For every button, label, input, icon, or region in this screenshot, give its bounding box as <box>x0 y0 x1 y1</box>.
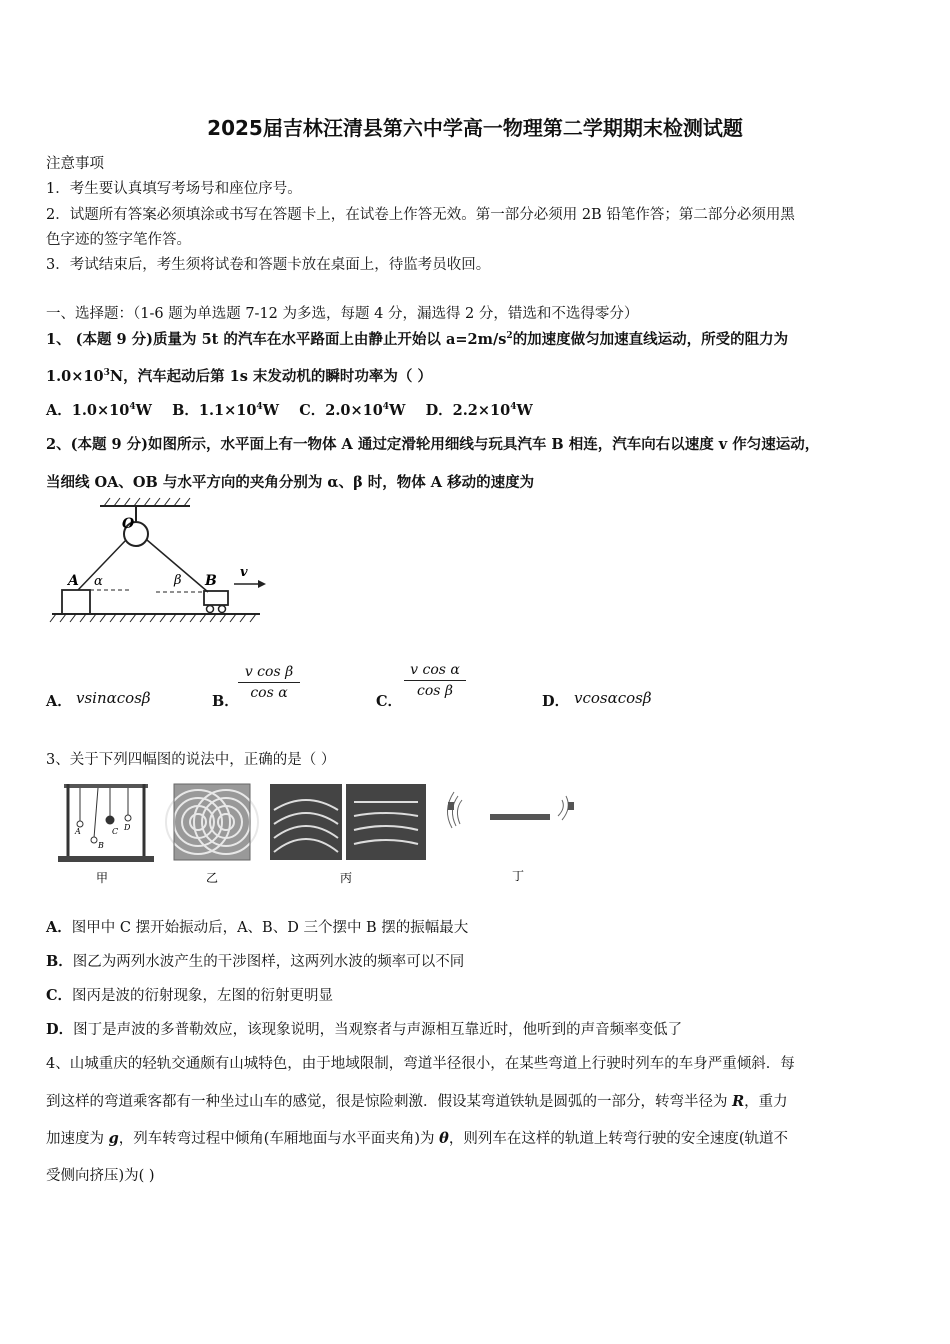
figure-yi-caption: 乙 <box>206 871 219 885</box>
q2-option-b-fraction: v cos β cos α <box>238 664 300 701</box>
figure-bing-caption: 丙 <box>340 871 353 885</box>
q2-option-a-label: A． <box>46 693 72 710</box>
label-a: A <box>68 573 79 589</box>
notice-item: 2．试题所有答案必须填涂或书写在答题卡上，在试卷上作答无效。第一部分必须用 2B 铅笔作答；第二部分必须用黑 <box>46 207 795 223</box>
figure-ding <box>447 792 574 883</box>
notice-heading: 注意事项 <box>46 156 104 172</box>
q1-option-a: A．$1.0\times 10^4W$ <box>46 402 152 419</box>
pendulum-c-label: C <box>112 827 119 836</box>
label-b: B <box>205 573 217 589</box>
label-alpha: α <box>94 574 103 589</box>
figure-bing <box>270 784 426 885</box>
notice-item: 3．考试结束后，考生须将试卷和答题卡放在桌面上，待监考员收回。 <box>46 257 491 273</box>
q2-option-b-label: B． <box>212 693 239 710</box>
q1-stem-line1: 1、 (本题 9 分)质量为 5t 的汽车在水平路面上由静止开始以 $a=2m/s^2$的加速度做匀加速直线运动，所受的阻力为 <box>46 331 789 348</box>
q1-option-d: D．$2.2\times 10^4W$ <box>425 402 533 419</box>
q2-option-a-formula: vsinαcosβ <box>76 689 151 707</box>
q2-option-d-formula: vcosαcosβ <box>574 689 652 707</box>
pendulum-a-label: A <box>75 827 81 836</box>
q2-option-d-label: D． <box>542 693 570 710</box>
q1-option-b: B．$1.1\times 10^4W$ <box>172 402 279 419</box>
q2-stem-line2: 当细线 OA、OB 与水平方向的夹角分别为 α、β 时，物体 A 移动的速度为 <box>46 474 535 491</box>
label-v: v <box>240 565 248 580</box>
q3-option-a: A．图甲中 C 摆开始振动后，A、B、D 三个摆中 B 摆的振幅最大 <box>46 919 469 936</box>
q3-stem: 3、关于下列四幅图的说法中，正确的是（ ） <box>46 752 336 768</box>
figure-ding-caption: 丁 <box>512 869 525 883</box>
q1-options <box>46 399 533 420</box>
figure-jia-caption: 甲 <box>96 871 109 885</box>
figure-yi <box>166 784 258 885</box>
label-beta: β <box>174 573 182 588</box>
notice-item: 色字迹的签字笔作答。 <box>46 232 191 248</box>
q1-stem-line2: $1.0\times 10^3N$，汽车起动后第 1s 末发动机的瞬时功率为（ ） <box>46 368 432 385</box>
q2-stem-line1: 2、(本题 9 分)如图所示，水平面上有一物体 A 通过定滑轮用细线与玩具汽车 B 相连，汽车向右以速度 v 作匀速运动， <box>46 436 820 453</box>
q3-option-c: C．图丙是波的衍射现象，左图的衍射更明显 <box>46 987 334 1004</box>
figure-jia <box>58 784 154 885</box>
q4-stem-line4: 受侧向挤压)为( ) <box>46 1168 155 1184</box>
q3-figures <box>58 780 598 888</box>
pendulum-b-label: B <box>98 841 104 850</box>
page-title: 2025届吉林汪清县第六中学高一物理第二学期期末检测试题 <box>207 116 743 140</box>
q2-option-c-fraction: v cos α cos β <box>404 662 466 699</box>
section-heading: 一、选择题：（1-6 题为单选题 7-12 为多选，每题 4 分，漏选得 2 分，错选和不选得零分） <box>46 306 639 322</box>
q4-stem-line1: 4、山城重庆的轻轨交通颇有山城特色，由于地域限制，弯道半径很小，在某些弯道上行驶时列车的车身严重倾斜．每 <box>46 1056 795 1072</box>
q3-option-d: D．图丁是声波的多普勒效应，该现象说明，当观察者与声源相互靠近时，他听到的声音频率变低了 <box>46 1021 683 1038</box>
notice-item: 1．考生要认真填写考场号和座位序号。 <box>46 181 302 197</box>
q3-option-b: B．图乙为两列水波产生的干涉图样，这两列水波的频率可以不同 <box>46 953 465 970</box>
q1-option-c: C．$2.0\times 10^4W$ <box>299 402 406 419</box>
pulley-figure <box>44 496 276 632</box>
pendulum-d-label: D <box>124 823 131 832</box>
q4-stem-line3: 加速度为 g，列车转弯过程中倾角(车厢地面与水平面夹角)为 θ，则列车在这样的轨道上转弯行驶的安全速度(轨道不 <box>46 1130 788 1147</box>
q2-option-c-label: C． <box>376 693 403 710</box>
label-o: O <box>122 516 135 532</box>
q4-stem-line2: 到这样的弯道乘客都有一种坐过山车的感觉，很是惊险刺激．假设某弯道铁轨是圆弧的一部分，转弯半径为 R，重力 <box>46 1093 788 1110</box>
